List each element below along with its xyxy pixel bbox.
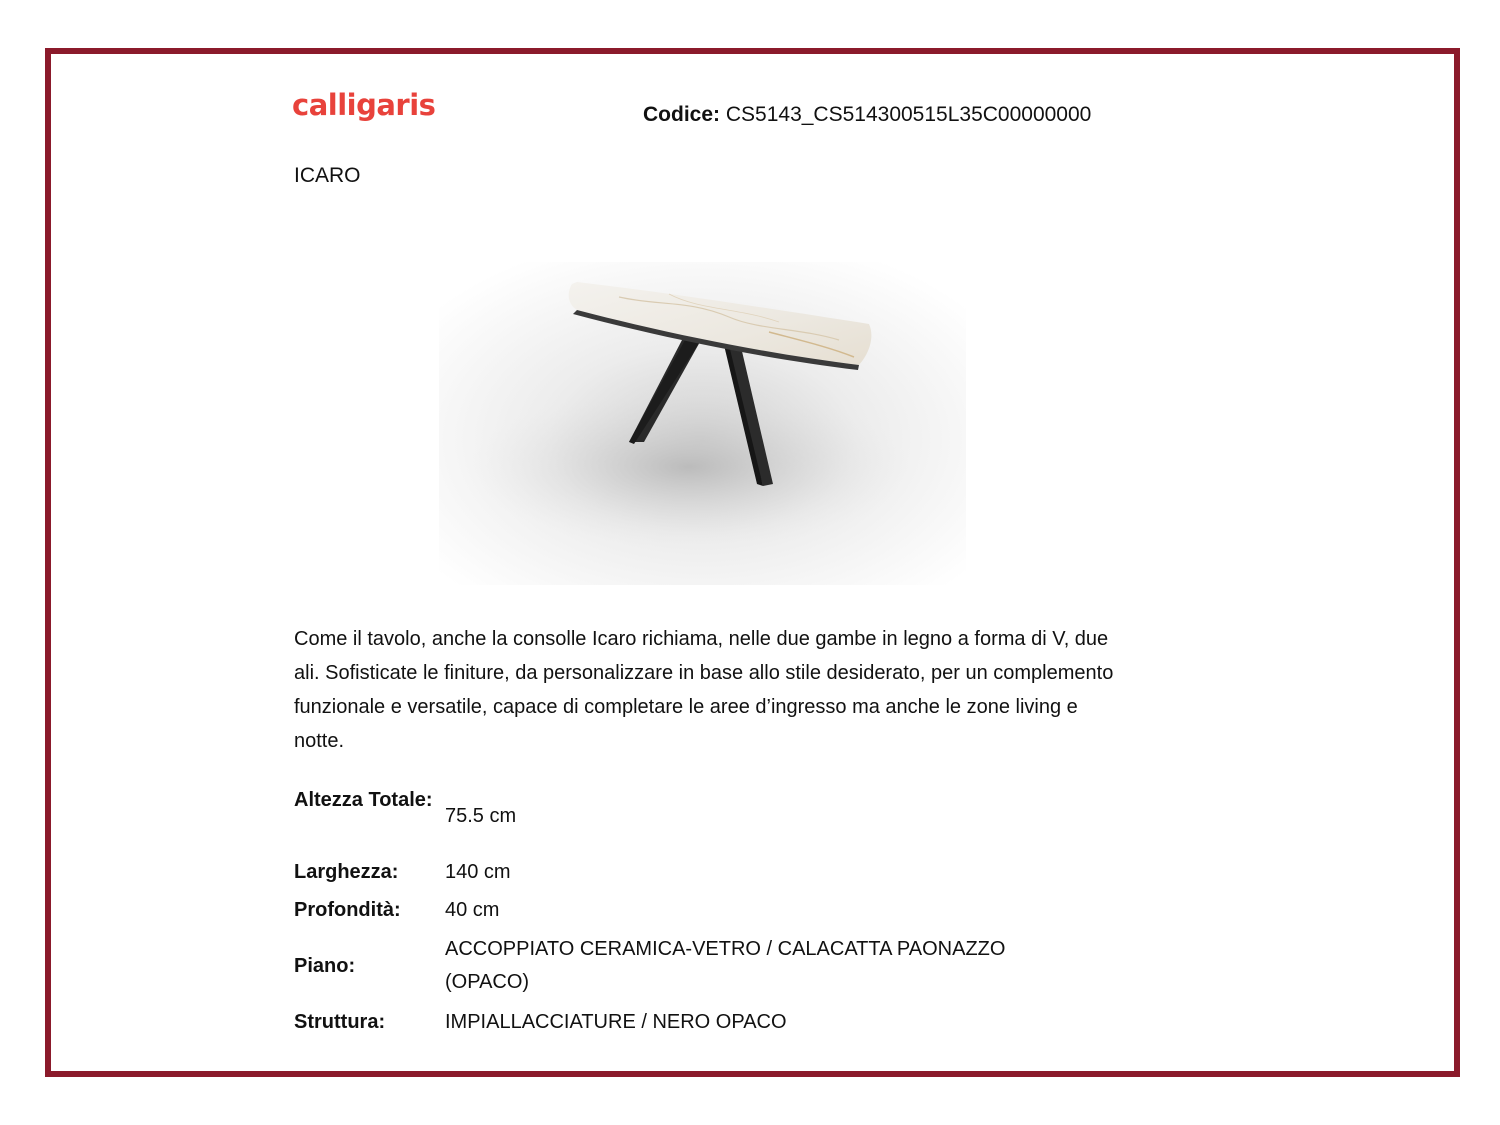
spec-label: Profondità: bbox=[294, 899, 401, 921]
product-description: Come il tavolo, anche la consolle Icaro richiama, nelle due gambe in legno a forma di V, due ali. Sofisticate le finiture, da personalizzare in base allo stile desiderato, per un complemento funzionale e versatile, capace di completare le aree d’ingresso ma anche le zone living e notte. bbox=[294, 628, 1114, 752]
spec-label: Larghezza: bbox=[294, 861, 399, 883]
spec-value: ACCOPPIATO CERAMICA-VETRO / CALACATTA PAONAZZO (OPACO) bbox=[445, 938, 1006, 993]
spec-value: 75.5 cm bbox=[445, 805, 517, 827]
product-name: ICARO bbox=[294, 164, 361, 187]
spec-row-profondita bbox=[294, 894, 1094, 927]
spec-row-larghezza bbox=[294, 856, 1094, 889]
spec-row-piano bbox=[294, 933, 1094, 999]
spec-row-altezza bbox=[294, 784, 1094, 850]
product-code-label: Codice: bbox=[643, 103, 721, 126]
spec-value: 40 cm bbox=[445, 899, 500, 921]
brand-logo: calligaris bbox=[292, 88, 436, 122]
product-code bbox=[643, 103, 1091, 127]
console-table-image bbox=[439, 262, 966, 585]
spec-label: Struttura: bbox=[294, 1011, 386, 1033]
spec-row-struttura bbox=[294, 1006, 1094, 1039]
spec-label: Piano: bbox=[294, 955, 356, 977]
product-code-value: CS5143_CS514300515L35C00000000 bbox=[725, 103, 1092, 126]
spec-value: IMPIALLACCIATURE / NERO OPACO bbox=[445, 1011, 787, 1033]
spec-label: Altezza Totale: bbox=[294, 789, 433, 811]
spec-value: 140 cm bbox=[445, 861, 511, 883]
